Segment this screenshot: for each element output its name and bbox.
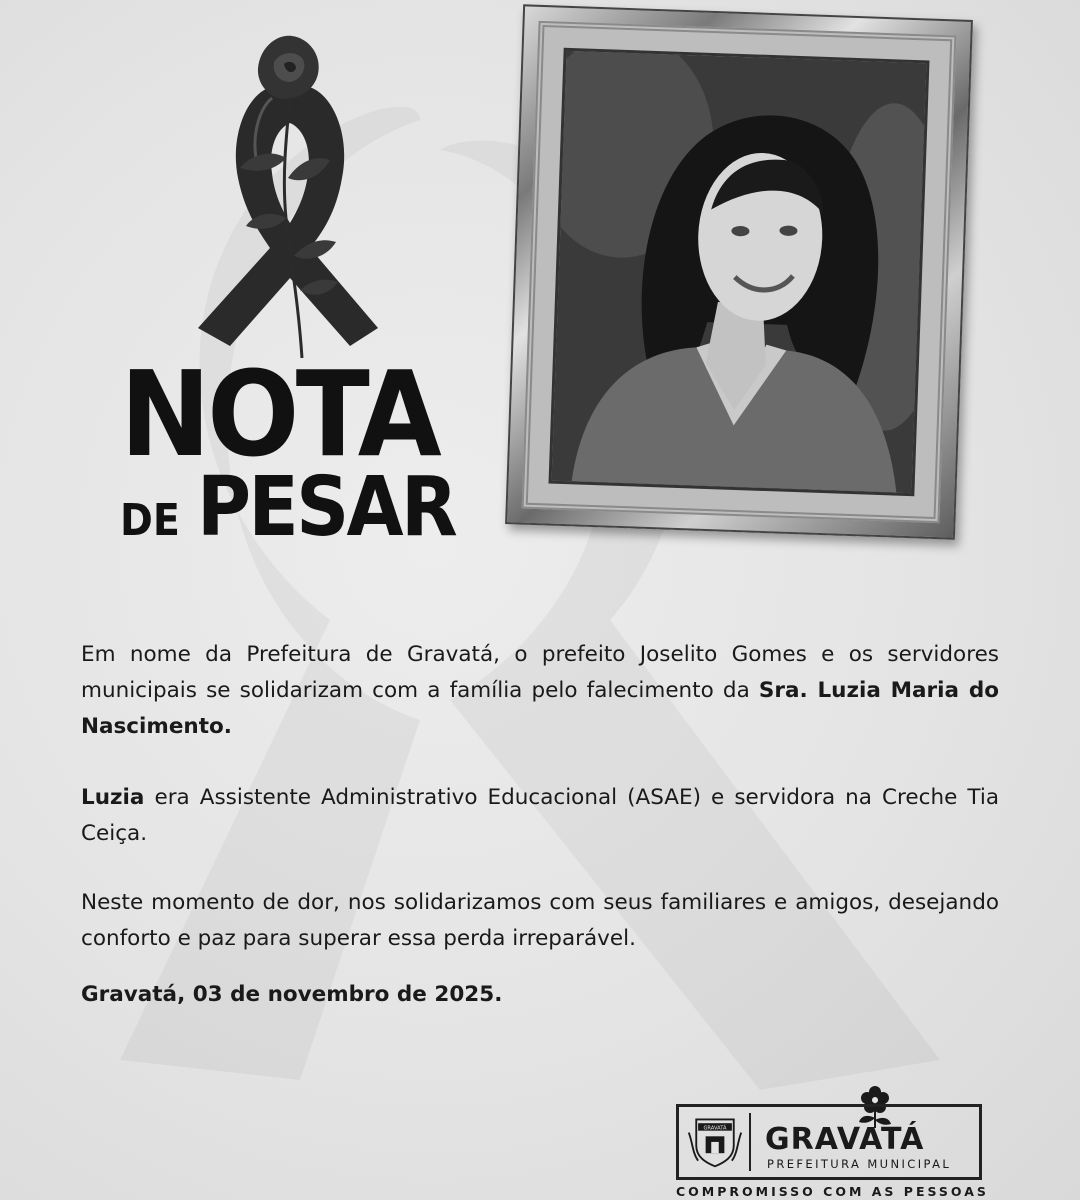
title-pesar: PESAR bbox=[196, 460, 455, 555]
signature-date: Gravatá, 03 de novembro de 2025. bbox=[81, 982, 503, 1007]
deceased-name: Sra. Luzia Maria do Nascimento. bbox=[81, 678, 999, 739]
crest-container bbox=[685, 1113, 751, 1171]
paragraph-2-text: era Assistente Administrativo Educacional (ASAE) e servidora na Creche Tia Ceiça. bbox=[81, 785, 999, 846]
city-crest-icon bbox=[685, 1113, 745, 1169]
portrait-photo bbox=[549, 48, 930, 497]
logo-box bbox=[676, 1104, 982, 1180]
crest-label: GRAVATÁ bbox=[703, 1125, 727, 1132]
condolence-paragraph-2 bbox=[81, 780, 999, 852]
frame-border bbox=[522, 21, 957, 523]
logo-name: GRAVATÁ bbox=[765, 1122, 925, 1157]
deceased-first-name: Luzia bbox=[81, 785, 145, 810]
photo-frame bbox=[505, 4, 973, 539]
paragraph-1-text: Em nome da Prefeitura de Gravatá, o prefeito Joselito Gomes e os servidores municipais se solidarizam com a família pelo falecimento da bbox=[81, 642, 999, 703]
prefeitura-logo bbox=[676, 1080, 989, 1200]
logo-tagline: COMPROMISSO COM AS PESSOAS bbox=[676, 1184, 989, 1199]
ribbon-rose-emblem bbox=[190, 28, 390, 378]
page-title bbox=[120, 345, 480, 555]
title-de: DE bbox=[120, 495, 180, 546]
portrait-image bbox=[552, 51, 927, 493]
title-nota: NOTA bbox=[120, 345, 439, 483]
condolence-paragraph-3 bbox=[81, 885, 999, 957]
paragraph-3-text: Neste momento de dor, nos solidarizamos com seus familiares e amigos, desejando conforto e paz para superar essa perda irreparável. bbox=[81, 890, 999, 951]
condolence-paragraph-1 bbox=[81, 637, 999, 745]
logo-subtitle: PREFEITURA MUNICIPAL bbox=[767, 1157, 952, 1171]
